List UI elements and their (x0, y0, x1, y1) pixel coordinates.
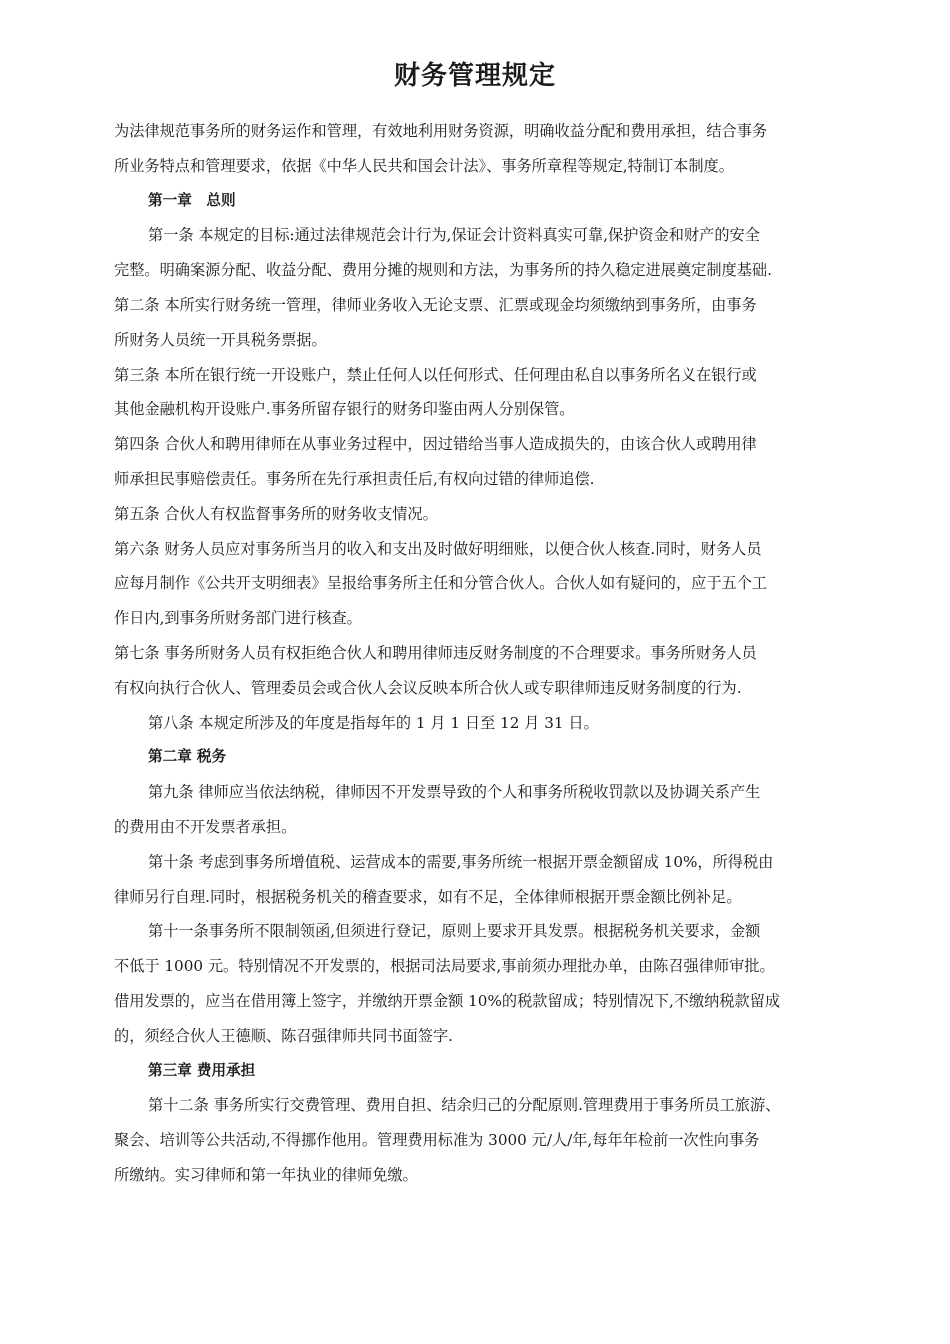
text-line: 第七条 事务所财务人员有权拒绝合伙人和聘用律师违反财务制度的不合理要求。事务所财务人员 (114, 643, 757, 662)
text-line: 所业务特点和管理要求，依据《中华人民共和国会计法》、事务所章程等规定,特制订本制度。 (114, 156, 734, 175)
chapter-heading: 第一章 总则 (148, 191, 236, 209)
text-line: 第一条 本规定的目标:通过法律规范会计行为,保证会计资料真实可靠,保护资金和财产的安全 (148, 226, 760, 245)
text-line: 第十条 考虑到事务所增值税、运营成本的需要,事务所统一根据开票金额留成 10%，所得税由 (148, 852, 774, 871)
text-line: 完整。明确案源分配、收益分配、费用分摊的规则和方法，为事务所的持久稳定进展奠定制度基础. (114, 261, 772, 280)
text-line: 第六条 财务人员应对事务所当月的收入和支出及时做好明细账，以便合伙人核查.同时，财务人员 (114, 539, 762, 558)
text-line: 其他金融机构开设账户.事务所留存银行的财务印鉴由两人分别保管。 (114, 400, 575, 419)
chapter-heading: 第二章 税务 (148, 748, 227, 766)
text-line: 律师另行自理.同时，根据税务机关的稽查要求，如有不足，全体律师根据开票金额比例补足。 (114, 887, 742, 906)
chapter-heading: 第三章 费用承担 (148, 1061, 256, 1079)
text-line: 第三条 本所在银行统一开设账户，禁止任何人以任何形式、任何理由私自以事务所名义在银行或 (114, 365, 757, 384)
text-line: 第八条 本规定所涉及的年度是指每年的 1 月 1 日至 12 月 31 日。 (148, 713, 599, 732)
document-body (114, 114, 844, 1193)
text-line: 应每月制作《公共开支明细表》呈报给事务所主任和分管合伙人。合伙人如有疑问的，应于五个工 (114, 574, 768, 593)
text-line: 第二条 本所实行财务统一管理，律师业务收入无论支票、汇票或现金均须缴纳到事务所，由事务 (114, 295, 757, 314)
text-line: 所财务人员统一开具税务票据。 (114, 330, 327, 349)
text-line: 所缴纳。实习律师和第一年执业的律师免缴。 (114, 1165, 418, 1184)
text-line: 为法律规范事务所的财务运作和管理，有效地利用财务资源，明确收益分配和费用承担，结合事务 (114, 122, 768, 140)
text-line: 不低于 1000 元。特别情况不开发票的，根据司法局要求,事前须办理批办单，由陈召强律师审批。 (114, 957, 775, 976)
text-line: 第九条 律师应当依法纳税，律师因不开发票导致的个人和事务所税收罚款以及协调关系产生 (148, 783, 761, 802)
text-line: 借用发票的，应当在借用簿上签字，并缴纳开票金额 10%的税款留成；特别情况下,不缴纳税款留成 (114, 991, 781, 1010)
text-line: 第五条 合伙人有权监督事务所的财务收支情况。 (114, 504, 438, 523)
text-line: 作日内,到事务所财务部门进行核查。 (114, 609, 362, 628)
text-line: 第十二条 事务所实行交费管理、费用自担、结余归己的分配原则.管理费用于事务所员工旅游、 (148, 1096, 781, 1115)
text-line: 第四条 合伙人和聘用律师在从事业务过程中，因过错给当事人造成损失的，由该合伙人或聘用律 (114, 435, 757, 454)
text-line: 的费用由不开发票者承担。 (114, 817, 297, 836)
text-line: 师承担民事赔偿责任。事务所在先行承担责任后,有权向过错的律师追偿. (114, 469, 595, 488)
text-line: 第十一条事务所不限制领函,但须进行登记，原则上要求开具发票。根据税务机关要求，金额 (148, 922, 761, 941)
document-title: 财务管理规定 (393, 61, 556, 91)
text-line: 的，须经合伙人王德顺、陈召强律师共同书面签字. (114, 1026, 453, 1045)
text-line: 有权向执行合伙人、管理委员会或合伙人会议反映本所合伙人或专职律师违反财务制度的行为. (114, 678, 742, 697)
text-line: 聚会、培训等公共活动,不得挪作他用。管理费用标准为 3000 元/人/年,每年年检前一次性向事务 (114, 1131, 760, 1150)
